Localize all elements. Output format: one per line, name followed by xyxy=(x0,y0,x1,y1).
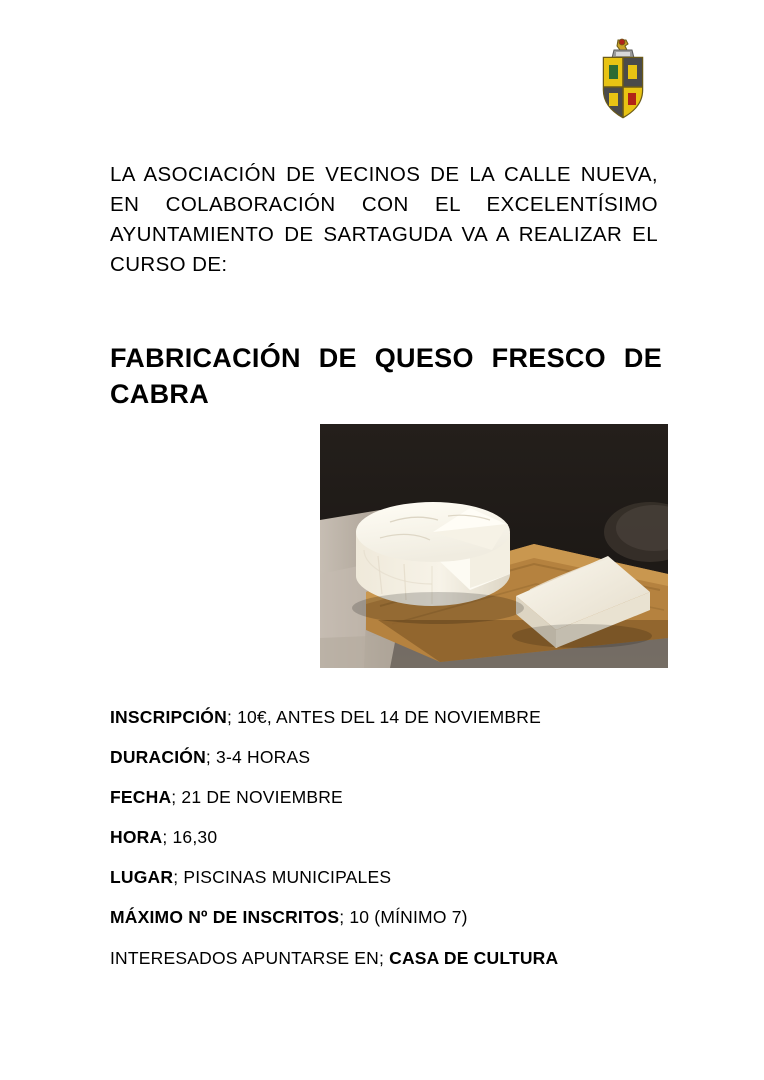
detail-label-duracion: DURACIÓN xyxy=(110,747,206,767)
detail-separator-hora: ; xyxy=(162,827,173,847)
detail-row-duracion xyxy=(110,737,670,777)
detail-value-maximo-inscritos: 10 (MÍNIMO 7) xyxy=(349,907,468,927)
detail-label-inscripcion: INSCRIPCIÓN xyxy=(110,707,227,727)
detail-separator-maximo-inscritos: ; xyxy=(339,907,350,927)
detail-row-lugar xyxy=(110,857,670,897)
signup-location: CASA DE CULTURA xyxy=(389,948,559,968)
detail-value-duracion: 3-4 HORAS xyxy=(216,747,311,767)
detail-separator-duracion: ; xyxy=(205,747,217,767)
page-title: FABRICACIÓN DE QUESO FRESCO DE CABRA xyxy=(110,343,662,410)
cheese-photo-illustration xyxy=(320,424,668,668)
coat-of-arms xyxy=(592,38,654,120)
intro-paragraph: LA ASOCIACIÓN DE VECINOS DE LA CALLE NUEVA, EN COLABORACIÓN CON EL EXCELENTÍSIMO AYUNTAMIENTO DE SARTAGUDA VA A REALIZAR EL CURSO DE: xyxy=(110,163,658,276)
detail-label-lugar: LUGAR xyxy=(110,867,174,887)
detail-row-inscripcion xyxy=(110,697,670,737)
detail-value-lugar: PISCINAS MUNICIPALES xyxy=(183,867,392,887)
detail-separator-lugar: ; xyxy=(173,867,184,887)
detail-row-fecha xyxy=(110,777,670,817)
detail-row-hora xyxy=(110,817,670,857)
detail-value-inscripcion: 10€, ANTES DEL 14 DE NOVIEMBRE xyxy=(237,707,541,727)
detail-label-maximo-inscritos: MÁXIMO Nº DE INSCRITOS xyxy=(110,907,340,927)
detail-value-hora: 16,30 xyxy=(172,827,218,847)
detail-separator-inscripcion: ; xyxy=(226,707,238,727)
detail-label-hora: HORA xyxy=(110,827,163,847)
signup-line xyxy=(110,948,670,969)
coat-of-arms-icon xyxy=(592,38,654,120)
signup-prefix: INTERESADOS APUNTARSE EN; xyxy=(110,948,390,968)
detail-row-maximo-inscritos xyxy=(110,897,670,937)
course-details xyxy=(110,697,670,937)
fresh-goat-cheese-photo xyxy=(320,424,668,668)
detail-separator-fecha: ; xyxy=(171,787,182,807)
detail-value-fecha: 21 DE NOVIEMBRE xyxy=(181,787,343,807)
detail-label-fecha: FECHA xyxy=(110,787,172,807)
